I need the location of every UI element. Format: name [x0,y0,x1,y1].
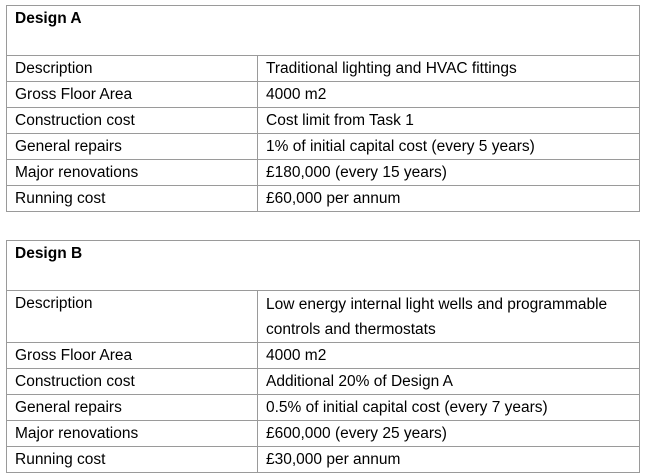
row-label: Major renovations [7,421,258,447]
row-value: £600,000 (every 25 years) [258,421,640,447]
table-row-description [7,291,640,343]
row-label: Running cost [7,447,258,473]
table-title-row [7,6,640,56]
row-value: 1% of initial capital cost (every 5 years) [258,134,640,160]
table-row-running-cost [7,186,640,212]
design-b-table [6,240,640,473]
table-row-major-renovations [7,160,640,186]
row-label: General repairs [7,395,258,421]
row-label: Description [7,291,258,343]
row-value: 4000 m2 [258,343,640,369]
row-label: Major renovations [7,160,258,186]
table-row-general-repairs [7,395,640,421]
row-label: Gross Floor Area [7,82,258,108]
row-label: Construction cost [7,369,258,395]
row-value: 0.5% of initial capital cost (every 7 years) [258,395,640,421]
row-label: Gross Floor Area [7,343,258,369]
table-row-description [7,56,640,82]
table-row-gross-floor-area [7,343,640,369]
table-row-general-repairs [7,134,640,160]
row-label: General repairs [7,134,258,160]
design-a-table [6,5,640,212]
row-value: £30,000 per annum [258,447,640,473]
table-title: Design A [7,6,640,56]
table-row-running-cost [7,447,640,473]
table-title-row [7,241,640,291]
row-value: Low energy internal light wells and programmable controls and thermostats [258,291,640,343]
table-row-construction-cost [7,369,640,395]
row-label: Description [7,56,258,82]
row-value: Additional 20% of Design A [258,369,640,395]
table-row-major-renovations [7,421,640,447]
table-row-gross-floor-area [7,82,640,108]
row-value: Cost limit from Task 1 [258,108,640,134]
row-value: £60,000 per annum [258,186,640,212]
table-title: Design B [7,241,640,291]
row-value: Traditional lighting and HVAC fittings [258,56,640,82]
row-label: Construction cost [7,108,258,134]
row-value: £180,000 (every 15 years) [258,160,640,186]
table-row-construction-cost [7,108,640,134]
row-label: Running cost [7,186,258,212]
row-value: 4000 m2 [258,82,640,108]
